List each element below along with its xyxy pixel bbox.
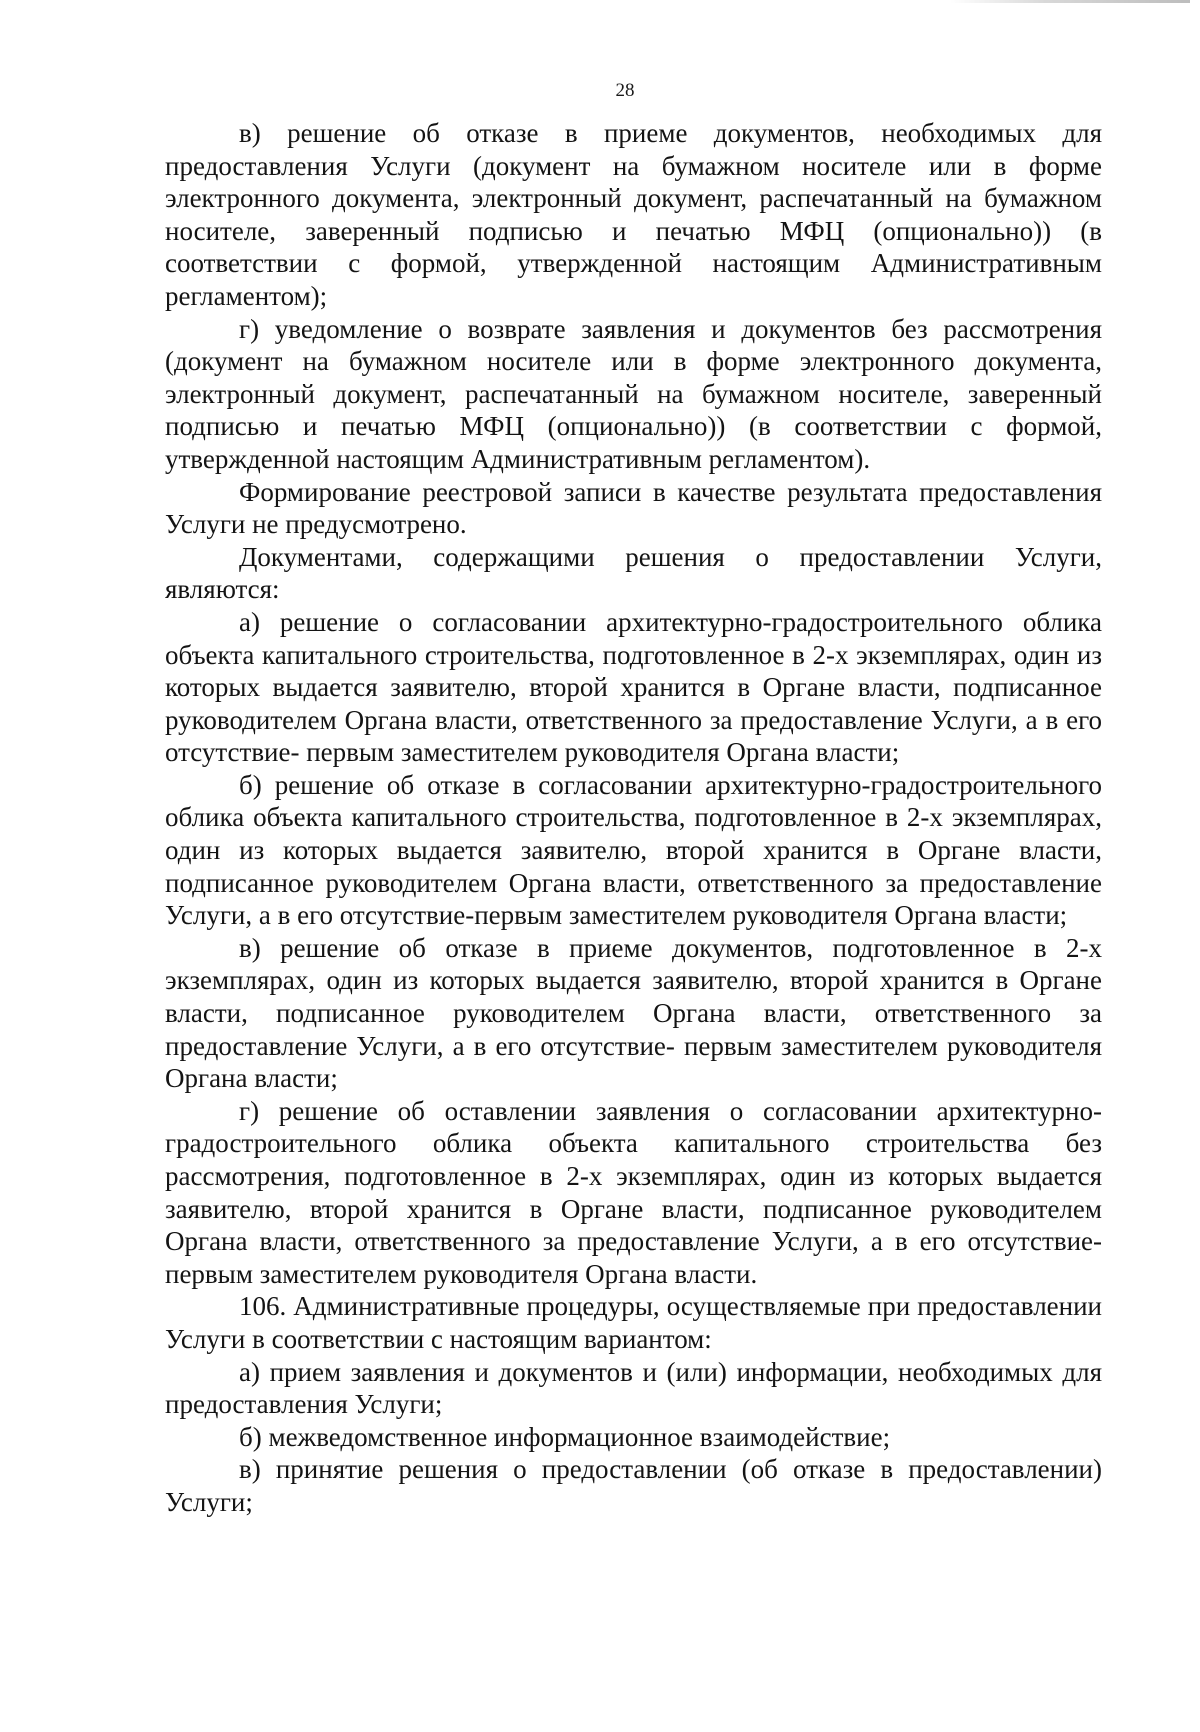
- paragraph-g-return-notice: г) уведомление о возврате заявления и документов без рассмотрения (документ на бумажном носителе или в форме электронного документа, электронный документ, распечатанный на бумажном носителе, заверенный подписью и печатью МФЦ (опционально)) (в соответствии с формой, утвержденной настоящим Административным регламентом).: [165, 313, 1102, 474]
- paragraph-a-reception: а) прием заявления и документов и (или) информации, необходимых для предоставления Услуги;: [165, 1356, 1102, 1420]
- paragraph-v-refusal-documents: в) решение об отказе в приеме документов, подготовленное в 2-х экземплярах, один из которых выдается заявителю, второй хранится в Органе власти, подписанное руководителем Органа власти, ответственного за предоставление Услуги, а в его отсутствие- первым заместителем руководителя Органа власти;: [165, 932, 1102, 1094]
- paragraph-v-decision: в) принятие решения о предоставлении (об отказе в предоставлении) Услуги;: [165, 1454, 1102, 1517]
- paragraph-b-interagency: б) межведомственное информационное взаимодействие;: [239, 1421, 891, 1452]
- page-number: 28: [615, 80, 635, 101]
- paragraph-registry-record: Формирование реестровой записи в качестве результата предоставления Услуги не предусмотрено.: [165, 476, 1102, 540]
- paragraph-v-refusal-acceptance: в) решение об отказе в приеме документов, необходимых для предоставления Услуги (документ на бумажном носителе или в форме электронного документа, электронный документ, распечатанный на бумажном носителе, заверенный подписью и печатью МФЦ (опционально)) (в соответствии с формой, утвержденной настоящим Административным регламентом);: [165, 118, 1102, 311]
- paragraph-b-refusal-approval: б) решение об отказе в согласовании архитектурно-градостроительного облика объекта капитального строительства, подготовленное в 2-х экземплярах, один из которых выдается заявителю, второй хранится в Органе власти, подписанное руководителем Органа власти, ответственного за предоставление Услуги, а в его отсутствие-первым заместителем руководителя Органа власти;: [165, 769, 1102, 931]
- paragraph-106-procedures: 106. Административные процедуры, осуществляемые при предоставлении Услуги в соответствии с настоящим вариантом:: [165, 1291, 1102, 1354]
- paragraph-a-approval-decision: а) решение о согласовании архитектурно-градостроительного облика объекта капитального строительства, подготовленное в 2-х экземплярах, один из которых выдается заявителю, второй хранится в Органе власти, подписанное руководителем Органа власти, ответственного за предоставление Услуги, а в его отсутствие- первым заместителем руководителя Органа власти;: [165, 606, 1102, 768]
- paragraph-g-leave-without-review: г) решение об оставлении заявления о согласовании архитектурно-градостроительного облика объекта капитального строительства без рассмотрения, подготовленное в 2-х экземплярах, один из которых выдается заявителю, второй хранится в Органе власти, подписанное руководителем Органа власти, ответственного за предоставление Услуги, а в его отсутствие- первым заместителем руководителя Органа власти.: [165, 1095, 1102, 1289]
- document-body: [165, 117, 1102, 1519]
- scan-edge-line: [950, 0, 1190, 3]
- paragraph-documents-intro: Документами, содержащими решения о предоставлении Услуги, являются:: [165, 541, 1102, 605]
